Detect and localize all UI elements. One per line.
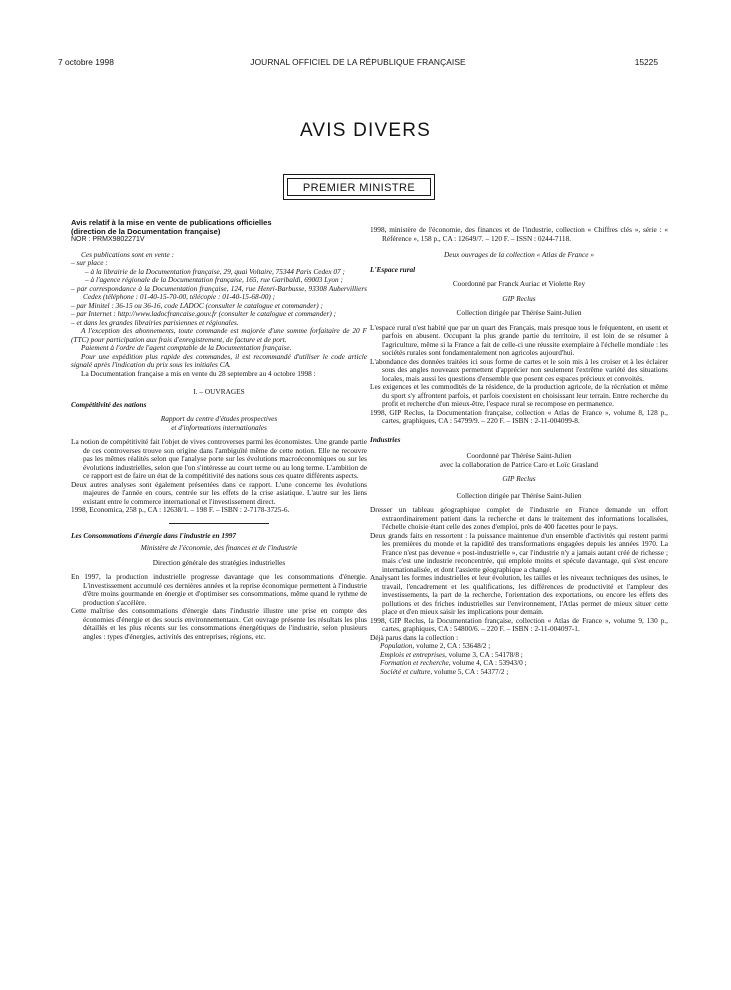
right-column (370, 226, 668, 676)
deja-parus-label: Déjà parus dans la collection : (370, 632, 459, 642)
list-item-details: volume 5, CA : 54377/2 ; (432, 666, 509, 676)
list-item-title: Emplois et entreprises, (380, 649, 447, 659)
consommations-reference: 1998, ministère de l'économie, des finances et de l'industrie, collection « Chiffres clés », série : « Référence », 158 p., CA : 12649/7. – 120 F. – ISSN : 0244-7118. (370, 225, 668, 243)
header-date: 7 octobre 1998 (58, 57, 114, 67)
avis-title-1: Avis relatif à la mise en vente de publications officielles (71, 218, 272, 227)
header-journal-title: JOURNAL OFFICIEL DE LA RÉPUBLIQUE FRANÇAISE (250, 57, 466, 67)
industries-reference: 1998, GIP Reclus, la Documentation française, collection « Atlas de France », volume 9, 130 p., cartes, graphiques, CA : 54800/6. – 220 F. – ISBN : 2-11-004097-1. (370, 615, 668, 633)
direction-line: Direction générale des stratégies industrielles (152, 557, 286, 567)
consommations-paragraph-1: En 1997, la production industrielle progresse davantage que les consommations d'énergie. L'investissement accumulé ces dernières années et la reprise économique permettent à l'industrie d'être moins gourmande en énergie et d'optimiser ses consommations, même quand le rythme de production s'accélère. (71, 572, 367, 607)
ouvrages-heading: I. – OUVRAGES (193, 387, 245, 396)
industries-paragraph-1: Dresser un tableau géographique complet de l'industrie en France demande un effort extraordinairement patient dans la recherche et dans le traitement des informations localisées, l'échelle choisie étant celle des zones d'emploi, près de 400 facettes pour le pays. (370, 505, 668, 531)
rapport-line-1: Rapport du centre d'études prospectives (160, 414, 278, 423)
expedition-text: Pour une expédition plus rapide des commandes, il est recommandé d'utiliser le code article signalé après l'indication du prix sous les initiales CA. (71, 351, 367, 369)
librairies-item: – et dans les grandes librairies parisiennes et régionales. (71, 317, 239, 327)
section-box (283, 174, 435, 200)
collection-direction-1: Collection dirigée par Thérèse Saint-Julien (456, 308, 582, 317)
espace-coordination: Coordonné par Franck Auriac et Violette Rey (452, 279, 586, 288)
gip-reclus-1: GIP Reclus (502, 293, 536, 303)
competitivite-paragraph-1: La notion de compétitivité fait l'objet de vives controverses parmi les économistes. Une grande partie de ces controverses trouve son origine dans l'ambiguïté même de cette notion. Elle ne recouvre pas les mêmes réalités selon que l'analyse porte sur les évolutions macroéconomiques ou sur les évolutions industrielles, selon que l'on s'intéresse au court terme ou au long terme. L'ambition de ce rapport est de faire un état de la compétitivité des nations sous ces quatre différents aspects. (71, 437, 367, 480)
list-item-title: Formation et recherche, (380, 658, 451, 667)
list-item-title: Population, (380, 641, 415, 650)
espace-reference: 1998, GIP Reclus, la Documentation française, collection « Atlas de France », volume 8, 128 p., cartes, graphiques, CA : 54799/9. – 220 F. – ISBN : 2-11-004099-8. (370, 407, 668, 425)
gip-reclus-2: GIP Reclus (502, 474, 536, 483)
list-item-details: volume 2, CA : 53648/2 ; (414, 641, 491, 650)
industries-coordination-2: avec la collaboration de Patrice Caro et Loïc Grasland (439, 459, 599, 469)
left-column (71, 218, 367, 641)
industries-title: Industries (370, 434, 401, 444)
espace-paragraph-1: L'espace rural n'est habité que par un quart des Français, mais presque tous le fréquentent, en usent et parfois en abusent. Occupant la plus grande partie du territoire, il est loin de se résumer à l'agriculture, même si la France a fait de celle-ci une réussite exemplaire à l'échelle mondiale : les sociétés rurales sont fondamentalement non agricoles aujourd'hui. (370, 322, 668, 357)
rapport-line-2: et d'informations internationales (171, 422, 267, 432)
nor-reference: NOR : PRMX9802271V (71, 236, 145, 243)
abonnements-text: A l'exception des abonnements, toute commande est majorée d'une somme forfaitaire de 20 F (TTC) pour participation aux frais d'enregistrement, de facture et de port. (71, 326, 367, 344)
espace-rural-title: L'Espace rural (370, 264, 416, 274)
collection-direction-2: Collection dirigée par Thérèse Saint-Julien (456, 490, 582, 500)
espace-paragraph-3: Les exigences et les commodités de la résidence, de la production agricole, de la récréation et même du sport s'y affrontent parfois, et parfois coexistent en choisissant leur terrain. Entre recherche du profit et recherche d'un mieux-être, l'espace rural se recompose en permanence. (370, 382, 668, 408)
deux-ouvrages-line: Deux ouvrages de la collection « Atlas de France » (443, 250, 595, 259)
competitivite-reference: 1998, Economica, 258 p., CA : 12638/1. – 198 F. – ISBN : 2-7178-3725-6. (71, 505, 290, 514)
main-title: AVIS DIVERS (299, 120, 432, 141)
intro-text: Ces publications sont en vente : (81, 249, 175, 259)
deja-parus-list (370, 642, 668, 676)
sur-place-label: – sur place : (71, 258, 108, 267)
paiement-text: Paiement à l'ordre de l'agent comptable de la Documentation française. (81, 343, 292, 352)
header-page-number: 15225 (634, 57, 658, 67)
espace-paragraph-2: L'abondance des données traitées ici sous forme de cartes et le soin mis à les croiser et à les éclairer sous des angles nouveaux permettent d'apprécier non seulement l'extrême variété des situations locales, mais aussi les questions d'ensemble que posent ces espaces précieux et convoités. (370, 356, 668, 383)
industries-paragraph-2: Deux grands faits en ressortent : la puissance maintenue d'un ensemble d'activités qui restent parmi les premières du monde et la rapidité des transformations engagées depuis les années 1970. La France n'est pas devenue « post-industrielle », car l'industrie n'y a jamais autant créé de richesse ; mais c'est une industrie reconcentrée, qui emploie moins et spécule davantage, qui s'est encore internationalisée, et dont l'assiette géographique a changé. (370, 530, 668, 574)
minitel-item: – par Minitel : 36-15 ou 36-16, code LADOC (consulter le catalogue et commander) ; (71, 300, 323, 310)
consommations-title: Les Consommations d'énergie dans l'industrie en 1997 (71, 530, 237, 540)
consommations-paragraph-2: Cette maîtrise des consommations d'énergie dans l'industrie illustre une prise en compte des économies d'énergie et des soucis environnementaux. Cet ouvrage présente les résultats les plus détaillés et les plus récents sur les consommations énergétiques de l'industrie, selon plusieurs angles : types d'énergies, activités des entreprises, régions, etc. (71, 606, 367, 641)
sur-place-item-1: – à la librairie de la Documentation française, 29, quai Voltaire, 75344 Paris Cedex 07 ; (85, 266, 345, 276)
list-item-details: volume 4, CA : 53943/0 ; (450, 658, 527, 667)
list-item-title: Société et culture, (380, 666, 433, 676)
section-box-label: PREMIER MINISTRE (287, 178, 431, 196)
page-header (58, 57, 658, 71)
competitivite-title: Compétitivité des nations (71, 399, 147, 409)
list-item (370, 668, 668, 677)
sur-place-item-2: – à l'agence régionale de la Documentation française, 165, rue Garibaldi, 69003 Lyon ; (85, 275, 343, 284)
industries-paragraph-3: Analysant les formes industrielles et leur évolution, les tailles et les niveaux techniques des usines, le travail, l'encadrement et les qualifications, les différences de productivité et l'ampleur des investissements, la part de la recherche, l'orientation des exportations, ou encore les effets des pollutions et des friches industrielles sur l'environnement, l'Atlas permet de mieux situer cette place et d'en mieux saisir les implications pour demain. (370, 573, 668, 616)
internet-item: – par Internet : http://www.ladocfrancaise.gouv.fr (consulter le catalogue et commander) ; (71, 309, 337, 318)
correspondance-item: – par correspondance à la Documentation française, 124, rue Henri-Barbusse, 93308 Aubervilliers Cedex (téléphone : 01-40-15-70-00, télécopie : 01-40-15-68-00) ; (71, 283, 367, 301)
mise-en-vente-text: La Documentation française a mis en vente du 28 septembre au 4 octobre 1998 : (81, 368, 316, 378)
industries-coordination-1: Coordonné par Thérèse Saint-Julien (466, 451, 572, 460)
list-item-details: volume 3, CA : 54178/8 ; (446, 649, 523, 659)
avis-title-2: (direction de la Documentation française) (71, 227, 221, 236)
ministere-line: Ministère de l'économie, des finances et de l'industrie (140, 543, 298, 552)
competitivite-paragraph-2: Deux autres analyses sont également présentées dans ce rapport. L'une concerne les évolutions majeures de l'année en cours, centrée sur les effets de la crise asiatique. L'autre sur les liens existant entre le commerce international et l'investissement direct. (71, 479, 367, 506)
